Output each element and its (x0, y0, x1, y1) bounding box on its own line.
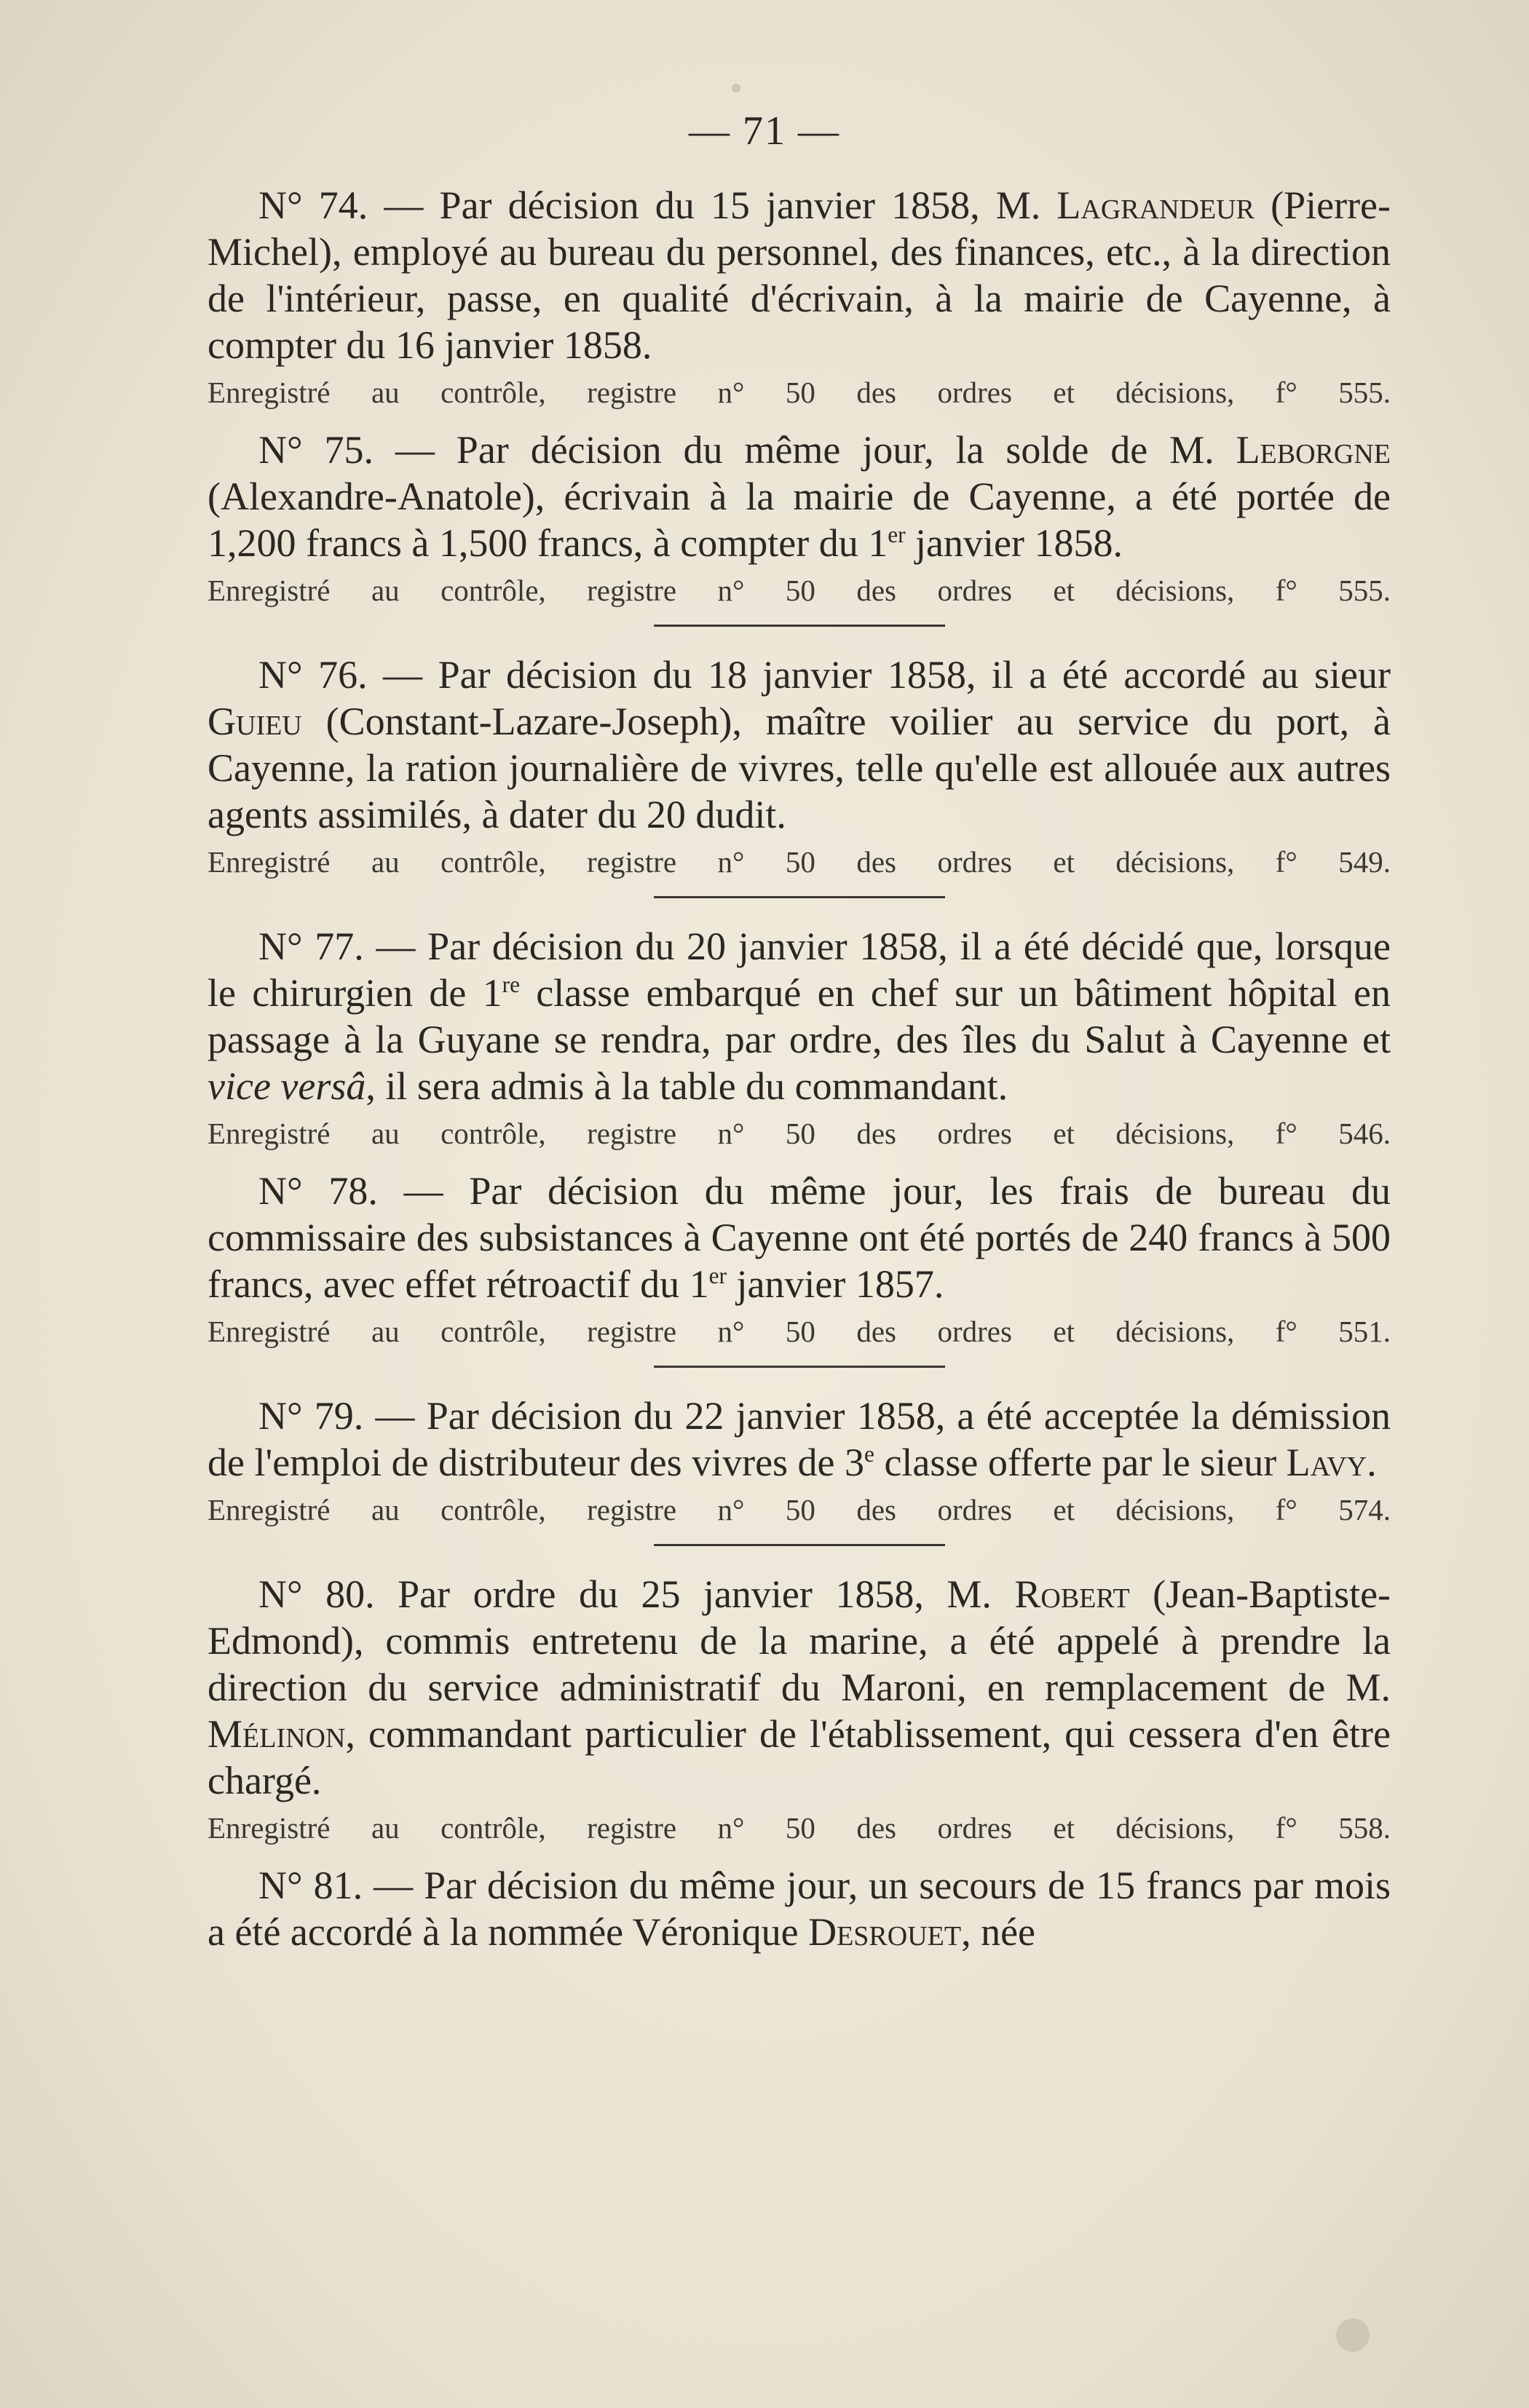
registration-note: Enregistré au contrôle, registre n° 50 des ordres et décisions, f° 555. (208, 574, 1391, 607)
section-divider (654, 1544, 945, 1546)
entry-75: N° 75. — Par décision du même jour, la solde de M. Leborgne (Alexandre-Anatole), écrivain à la mairie de Cayenne, a été portée de 1,200 francs à 1,500 francs, à compter du 1er janvier 1858. (208, 428, 1391, 565)
surname: Lavy (1286, 1441, 1367, 1484)
entry-number: N° 77. (258, 924, 364, 968)
section-divider (654, 1366, 945, 1368)
entry-76: N° 76. — Par décision du 18 janvier 1858, il a été accordé au sieur Guieu (Constant-Lazare-Joseph), maître voilier au service du port, à Cayenne, la ration journalière de vivres, telle qu'elle est allouée aux autres agents assimilés, à dater du 20 dudit. (208, 653, 1391, 836)
entry-number: N° 75. (258, 428, 374, 472)
entry-number: N° 79. (258, 1394, 364, 1438)
surname: Lagrandeur (1056, 183, 1255, 227)
latin-phrase: vice versâ (208, 1064, 366, 1108)
entry-number: N° 81. (258, 1864, 363, 1907)
entry-77: N° 77. — Par décision du 20 janvier 1858, il a été décidé que, lorsque le chirurgien de 1re classe embarqué en chef sur un bâtiment hôpital en passage à la Guyane se rendra, par ordre, des îles du Salut à Cayenne et vice versâ, il sera admis à la table du commandant. (208, 924, 1391, 1108)
entry-79: N° 79. — Par décision du 22 janvier 1858, a été acceptée la démission de l'emploi de distributeur des vivres de 3e classe offerte par le sieur Lavy. (208, 1394, 1391, 1484)
entry-80: N° 80. Par ordre du 25 janvier 1858, M. Robert (Jean-Baptiste-Edmond), commis entretenu de la marine, a été appelé à prendre la direction du service administratif du Maroni, en remplacement de M. Mélinon, commandant particulier de l'établissement, qui cessera d'en être chargé. (208, 1572, 1391, 1802)
registration-note: Enregistré au contrôle, registre n° 50 des ordres et décisions, f° 574. (208, 1493, 1391, 1526)
entry-number: N° 74. (258, 183, 368, 227)
surname: Leborgne (1236, 428, 1391, 472)
surname: Desrouet (808, 1910, 962, 1954)
page-number: — 71 — (689, 108, 840, 154)
entry-number: N° 78. (258, 1169, 378, 1213)
entry-74: N° 74. — Par décision du 15 janvier 1858, M. Lagrandeur (Pierre-Michel), employé au bureau du personnel, des finances, etc., à la direction de l'intérieur, passe, en qualité d'écrivain, à la mairie de Cayenne, à compter du 16 janvier 1858. (208, 183, 1391, 367)
paper-stain (1336, 2318, 1370, 2352)
entry-78: N° 78. — Par décision du même jour, les frais de bureau du commissaire des subsistances à Cayenne ont été portés de 240 francs à 500 francs, avec effet rétroactif du 1er janvier 1857. (208, 1169, 1391, 1306)
text-column (208, 182, 1391, 1955)
registration-note: Enregistré au contrôle, registre n° 50 des ordres et décisions, f° 549. (208, 845, 1391, 879)
registration-note: Enregistré au contrôle, registre n° 50 des ordres et décisions, f° 555. (208, 376, 1391, 409)
paper-speck (732, 84, 740, 92)
registration-note: Enregistré au contrôle, registre n° 50 des ordres et décisions, f° 551. (208, 1315, 1391, 1348)
surname: Guieu (208, 700, 302, 743)
section-divider (654, 896, 945, 898)
registration-note: Enregistré au contrôle, registre n° 50 des ordres et décisions, f° 546. (208, 1117, 1391, 1150)
entry-number: N° 76. (258, 653, 368, 697)
surname: Mélinon (208, 1712, 346, 1756)
section-divider (654, 625, 945, 627)
entry-number: N° 80. (258, 1572, 375, 1616)
entry-81: N° 81. — Par décision du même jour, un secours de 15 francs par mois a été accordé à la nommée Véronique Desrouet, née (208, 1864, 1391, 1954)
registration-note: Enregistré au contrôle, registre n° 50 des ordres et décisions, f° 558. (208, 1811, 1391, 1845)
surname: Robert (1014, 1572, 1130, 1616)
